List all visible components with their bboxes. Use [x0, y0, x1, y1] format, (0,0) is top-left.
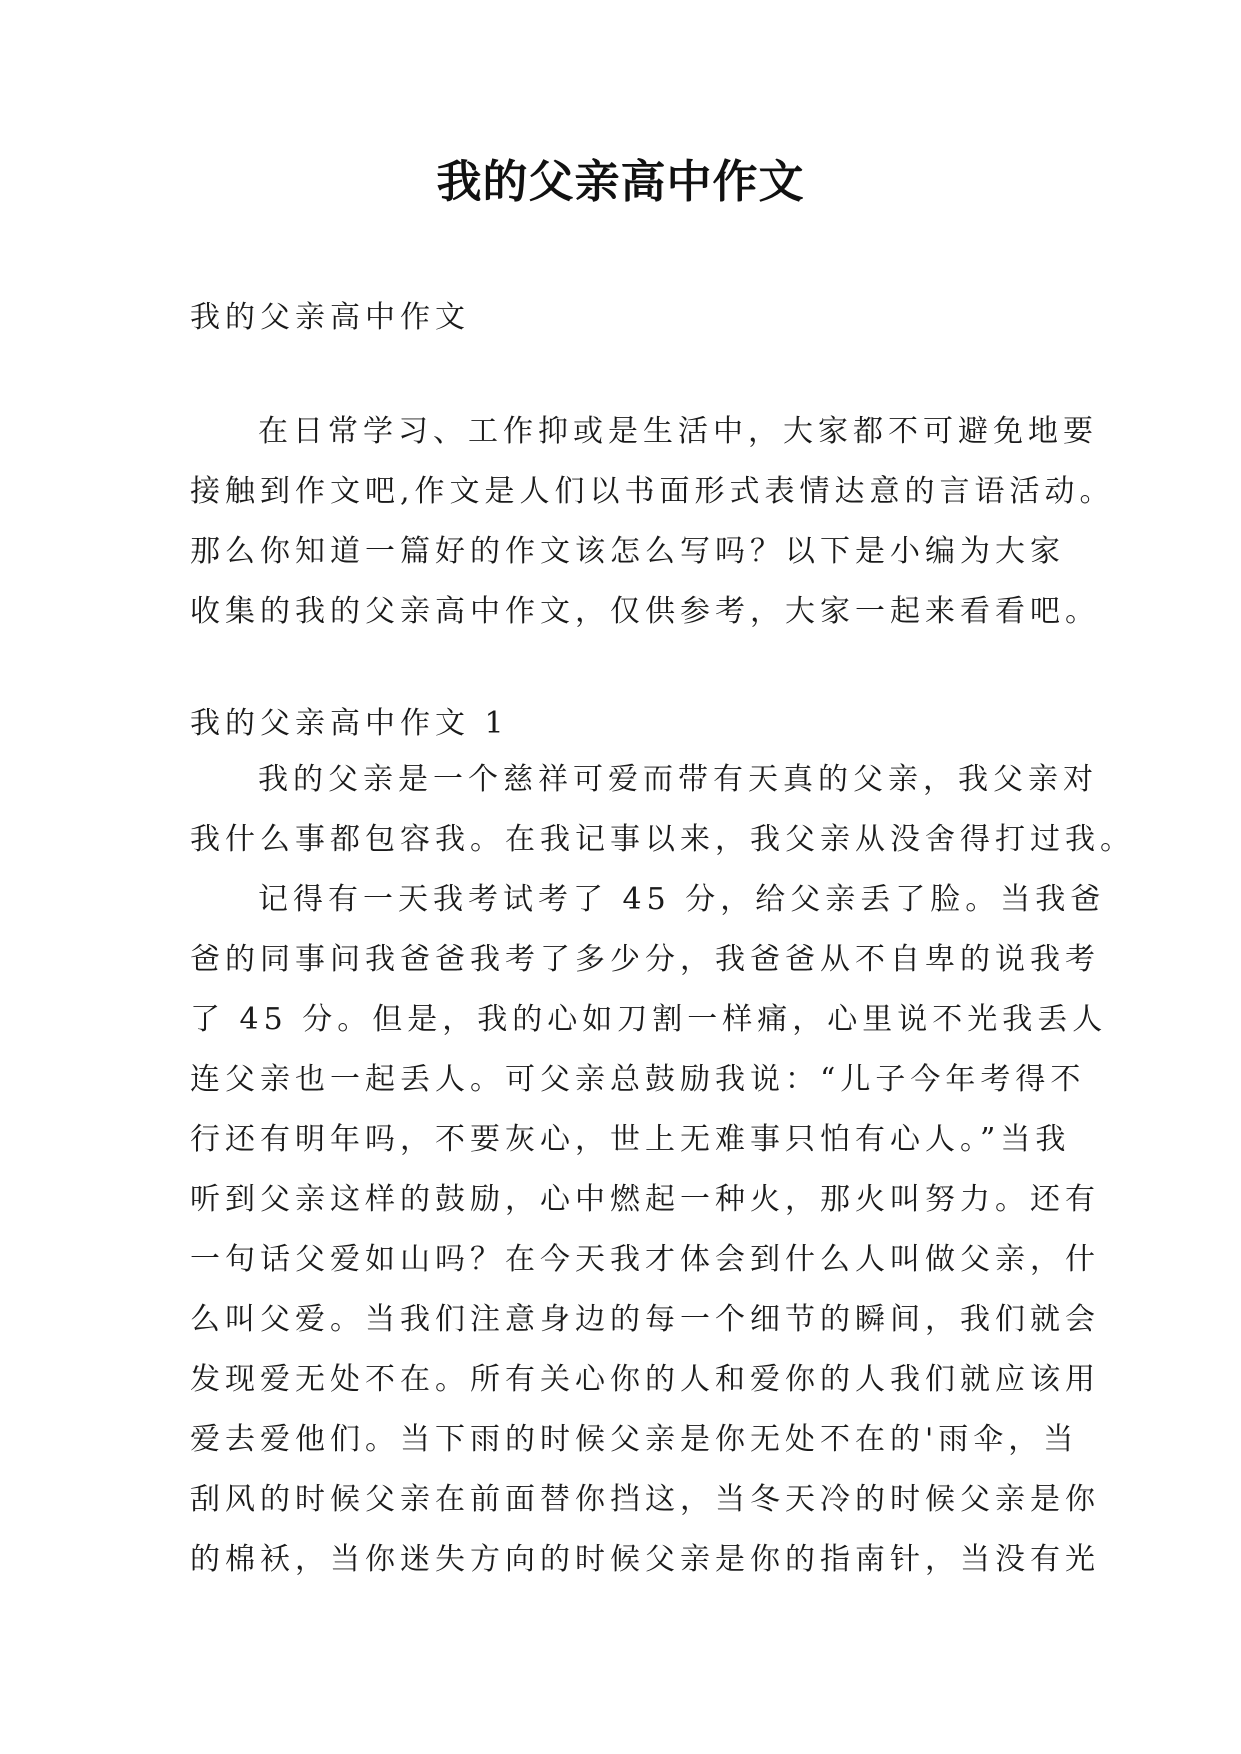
intro-line: 收集的我的父亲高中作文，仅供参考，大家一起来看看吧。 — [190, 594, 1100, 629]
essay-line: 行还有明年吗，不要灰心，世上无难事只怕有心人。”当我 — [190, 1122, 1071, 1157]
essay-line: 听到父亲这样的鼓励，心中燃起一种火，那火叫努力。还有 — [190, 1182, 1100, 1217]
essay-line: 刮风的时候父亲在前面替你挡这，当冬天冷的时候父亲是你 — [190, 1482, 1100, 1517]
essay-line: 发现爱无处不在。所有关心你的人和爱你的人我们就应该用 — [190, 1362, 1100, 1397]
subtitle-block — [190, 288, 1070, 348]
essay-line: 爱去爱他们。当下雨的时候父亲是你无处不在的'雨伞，当 — [190, 1422, 1079, 1457]
intro-line: 那么你知道一篇好的作文该怎么写吗？以下是小编为大家 — [190, 534, 1065, 569]
essay-body — [190, 750, 1135, 1590]
essay-heading-block — [190, 694, 1070, 754]
essay-line: 么叫父爱。当我们注意身边的每一个细节的瞬间，我们就会 — [190, 1302, 1100, 1337]
essay-heading: 我的父亲高中作文 1 — [190, 706, 509, 741]
essay-line: 一句话父爱如山吗？在今天我才体会到什么人叫做父亲，什 — [190, 1242, 1100, 1277]
essay-line: 我什么事都包容我。在我记事以来，我父亲从没舍得打过我。 — [190, 822, 1135, 857]
essay-line: 的棉袄，当你迷失方向的时候父亲是你的指南针，当没有光 — [190, 1542, 1100, 1577]
intro-line: 在日常学习、工作抑或是生活中，大家都不可避免地要 — [258, 414, 1098, 449]
essay-line: 爸的同事问我爸爸我考了多少分，我爸爸从不自卑的说我考 — [190, 942, 1100, 977]
essay-line: 连父亲也一起丢人。可父亲总鼓励我说：“儿子今年考得不 — [190, 1062, 1086, 1097]
intro-line: 接触到作文吧,作文是人们以书面形式表情达意的言语活动。 — [190, 474, 1115, 509]
document-subtitle: 我的父亲高中作文 — [190, 300, 470, 335]
intro-paragraph — [190, 402, 1115, 642]
essay-line: 记得有一天我考试考了 45 分，给父亲丢了脸。当我爸 — [258, 882, 1106, 917]
essay-line: 了 45 分。但是，我的心如刀割一样痛，心里说不光我丢人 — [190, 1002, 1108, 1037]
document-title: 我的父亲高中作文 — [436, 155, 805, 208]
essay-line: 我的父亲是一个慈祥可爱而带有天真的父亲，我父亲对 — [258, 762, 1098, 797]
